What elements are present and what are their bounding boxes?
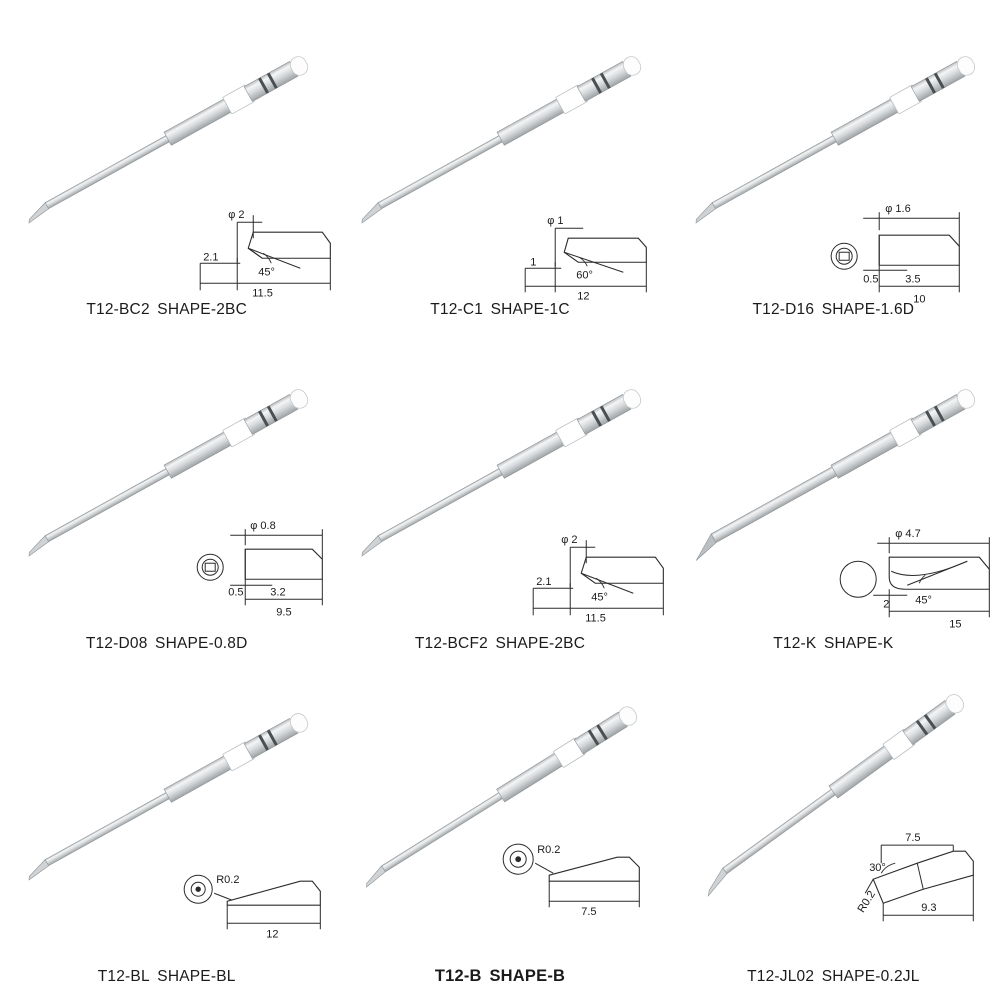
dim-bevel-offset: 2.1 [203, 251, 219, 264]
dim-tip-width: 2 [882, 598, 889, 611]
tip-illustration-t12-k [667, 333, 1000, 666]
caption-t12-bcf2 [333, 635, 666, 653]
shape-label: SHAPE-K [823, 634, 894, 652]
shape-label: SHAPE-1.6D [821, 301, 915, 319]
tip-cell-t12-k [667, 333, 1000, 666]
dim-chisel-length: 3.5 [904, 273, 921, 286]
tip-cell-t12-c1 [333, 0, 666, 333]
tip-illustration-t12-d16 [667, 0, 1000, 333]
dim-lower-length: 9.3 [920, 901, 937, 914]
tip-illustration-t12-d08 [0, 333, 333, 666]
model-label: T12-K [773, 634, 817, 652]
dimension-drawing [534, 541, 664, 616]
tip-body [696, 691, 967, 895]
model-label: T12-BL [97, 967, 150, 985]
model-label: T12-C1 [430, 301, 484, 319]
tip-body [355, 54, 644, 226]
tip-cell-t12-bcf2 [333, 333, 666, 666]
tip-body [688, 54, 977, 226]
dimension-drawing [200, 215, 330, 290]
dim-knife-angle: 45° [914, 594, 932, 607]
dimension-drawing [197, 530, 322, 606]
caption-t12-k [667, 635, 1000, 653]
shape-label: SHAPE-2BC [157, 301, 247, 319]
dim-bevel-offset: 2.1 [536, 576, 552, 589]
dim-diameter: φ 1 [547, 215, 564, 228]
dim-length: 15 [948, 618, 962, 631]
shape-label: SHAPE-BL [157, 967, 236, 985]
dim-diameter: φ 2 [228, 209, 245, 222]
dim-tip-width: 0.5 [862, 273, 879, 286]
dimension-drawing [831, 212, 959, 292]
dim-bevel-angle: 60° [576, 269, 594, 282]
dimension-drawing [865, 845, 973, 921]
tip-illustration-t12-b [333, 667, 666, 1000]
tip-illustration-t12-c1 [333, 0, 666, 333]
shape-label: SHAPE-1C [490, 301, 570, 319]
dim-bend-angle: 30° [868, 861, 886, 874]
dim-length: 7.5 [581, 905, 597, 918]
shape-label: SHAPE-2BC [495, 634, 586, 652]
tip-cell-t12-bl [0, 667, 333, 1000]
tip-body [358, 703, 640, 889]
dim-bevel-angle: 45° [591, 591, 609, 604]
dim-tip-radius: R0.2 [216, 873, 240, 886]
model-label: T12-B [434, 966, 482, 985]
tip-cell-t12-jl02 [667, 667, 1000, 1000]
caption-t12-bl [0, 968, 333, 986]
dim-length: 10 [912, 293, 926, 306]
shape-label: SHAPE-0.2JL [821, 967, 920, 985]
dim-diameter: φ 1.6 [884, 203, 911, 216]
tip-illustration-t12-bcf2 [333, 333, 666, 666]
model-label: T12-BCF2 [414, 634, 488, 652]
tip-cell-t12-bc2 [0, 0, 333, 333]
caption-t12-b [333, 967, 666, 986]
caption-t12-bc2 [0, 301, 333, 319]
caption-t12-jl02 [667, 968, 1000, 986]
caption-t12-d16 [667, 301, 1000, 319]
dim-length: 9.5 [276, 606, 292, 619]
model-label: T12-D16 [752, 301, 815, 319]
tip-illustration-t12-jl02 [667, 667, 1000, 1000]
caption-t12-c1 [333, 301, 666, 319]
dimension-labels [855, 832, 936, 915]
dim-tip-radius: R0.2 [537, 843, 561, 856]
tip-body [21, 710, 310, 882]
dimension-drawing [184, 875, 320, 929]
dim-diameter: φ 4.7 [894, 528, 921, 541]
dim-diameter: φ 2 [561, 534, 578, 547]
tip-cell-t12-d08 [0, 333, 333, 666]
dim-length: 11.5 [585, 612, 607, 625]
tip-illustration-t12-bc2 [0, 0, 333, 333]
dim-chisel-length: 3.2 [270, 586, 286, 599]
tip-body [355, 387, 644, 559]
dim-upper-length: 7.5 [904, 831, 921, 844]
tip-body [21, 54, 310, 226]
tip-cell-t12-b [333, 667, 666, 1000]
dim-tip-radius: R0.2 [855, 888, 878, 915]
shape-label: SHAPE-0.8D [155, 634, 248, 652]
dimension-labels [216, 874, 278, 940]
dimension-drawing [526, 228, 647, 292]
shape-label: SHAPE-B [489, 966, 566, 985]
tip-body [686, 387, 978, 561]
tip-illustration-t12-bl [0, 667, 333, 1000]
dim-diameter: φ 0.8 [250, 520, 276, 533]
dim-bevel-angle: 45° [258, 266, 275, 279]
dim-length: 11.5 [252, 287, 273, 300]
dim-bevel-offset: 1 [530, 256, 537, 269]
tip-body [21, 387, 310, 559]
model-label: T12-D08 [85, 634, 148, 652]
dimension-drawing [503, 844, 639, 907]
tip-cell-t12-d16 [667, 0, 1000, 333]
model-label: T12-BC2 [86, 301, 150, 319]
caption-t12-d08 [0, 635, 333, 653]
model-label: T12-JL02 [747, 967, 815, 985]
dim-length: 12 [266, 927, 279, 940]
dim-length: 12 [577, 290, 590, 303]
dim-tip-width: 0.5 [228, 586, 244, 599]
